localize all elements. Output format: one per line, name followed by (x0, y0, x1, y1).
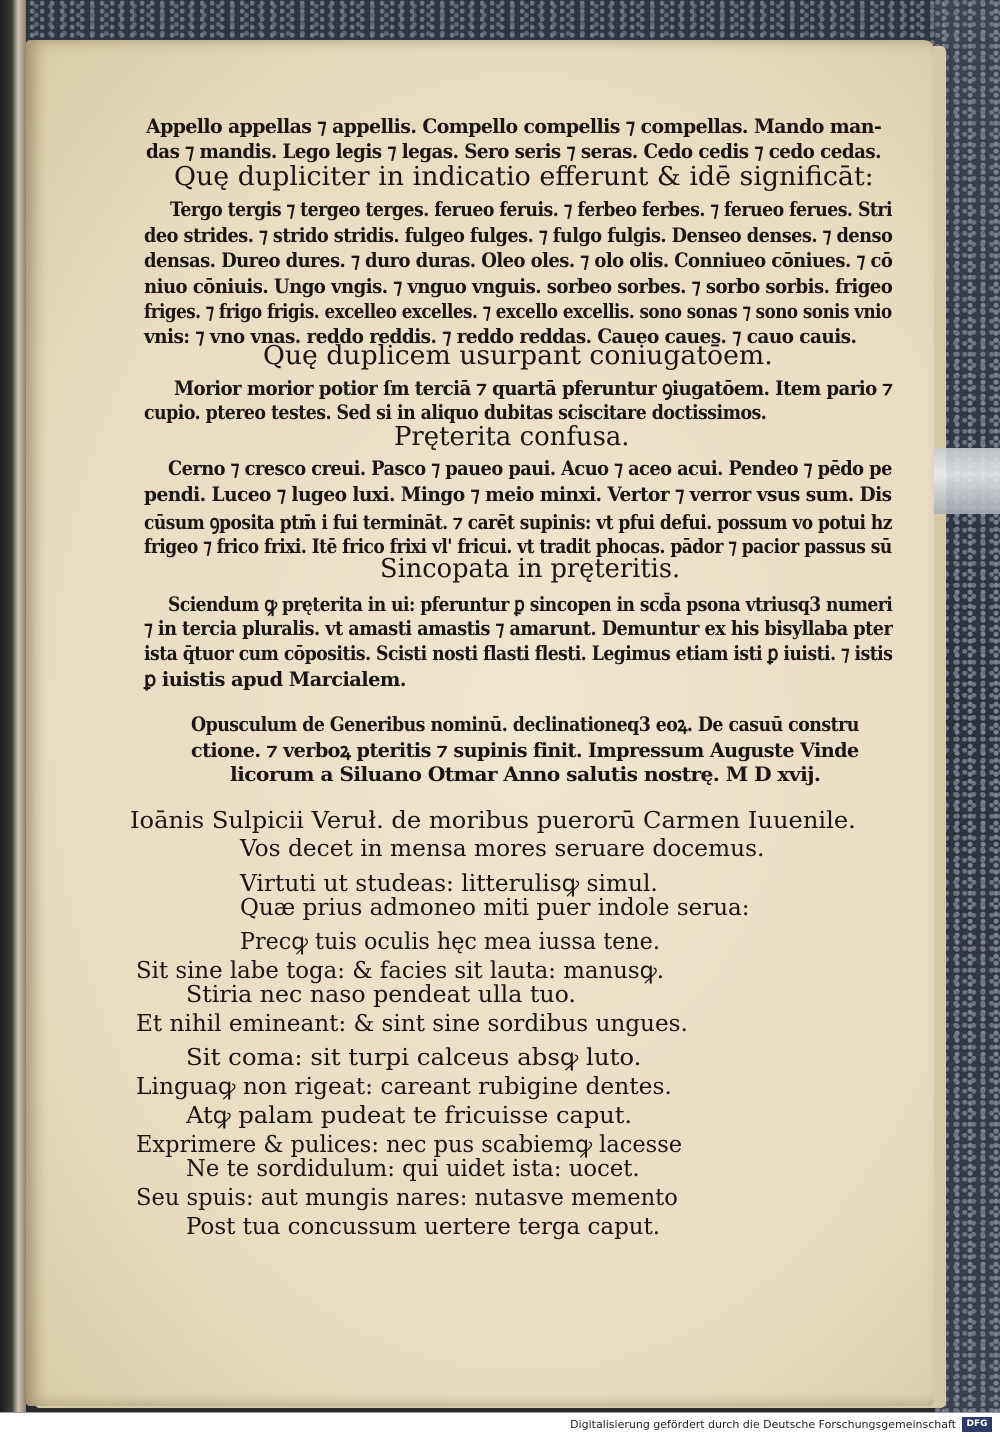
colophon-line: Opusculum de Generibus nominū. declinationeq3 eoꝝ. De casuū constru (191, 712, 859, 736)
book-binding (0, 0, 26, 1412)
text-line: Appello appellas ⁊ appellis. Compello compellis ⁊ compellas. Mando man- (146, 114, 882, 138)
poem-line: Linguaꝙ non rigeat: careant rubigine dentes. (136, 1074, 672, 1100)
text-line: Morior morior potior ſm terciā ⁊ quartā pferuntur ꝯiugatōem. Item pario ⁊ (174, 376, 893, 400)
poem-line: Atꝙ palam pudeat te fricuisse caput. (186, 1103, 633, 1129)
text-line: Tergo tergis ⁊ tergeo terges. ferueo feruis. ⁊ ferbeo ferbes. ⁊ ferueo ferues. Stri (170, 197, 893, 221)
poem-line: Precꝙ tuis oculis hęc mea iussa tene. (240, 929, 660, 955)
poem-line: Virtuti ut studeas: litterulisꝙ simul. (240, 871, 658, 897)
poem-line: Sit sine labe toga: & facies sit lauta: manusꝙ. (136, 958, 664, 984)
text-line: vnis: ⁊ vno vnas. reddo reddis. ⁊ reddo reddas. Caueo caues. ⁊ cauo cauis. (144, 324, 857, 348)
text-line: ⁊ in tercia pluralis. vt amasti amastis ⁊ amarunt. Demuntur ex his bisyllaba pter (144, 616, 893, 640)
footer-bar (0, 1412, 1000, 1437)
text-line: cupio. ptereo testes. Sed si in aliquo dubitas sciscitare doctissimos. (144, 400, 767, 424)
poem-line: Ne te sordidulum: qui uidet ista: uocet. (186, 1156, 640, 1182)
section-heading: Sincopata in pręteritis. (380, 554, 681, 584)
poem-line: Sit coma: sit turpi calceus absꝙ luto. (186, 1045, 642, 1071)
text-line: das ⁊ mandis. Lego legis ⁊ legas. Sero seris ⁊ seras. Cedo cedis ⁊ cedo cedas. (146, 139, 881, 163)
text-line: Sciendum ꝙ pręterita in ui: pferuntur ꝑ sincopen in scd̄a psona vtriusq3 numeri (168, 592, 893, 616)
text-line: densas. Dureo dures. ⁊ duro duras. Oleo oles. ⁊ olo olis. Conniueo cōniues. ⁊ cō (144, 248, 893, 272)
section-heading: Quę duplicem usurpant coniugatōem. (263, 341, 773, 371)
text-line: ꝑ iuistis apud Marcialem. (144, 667, 406, 691)
poem-line: Seu spuis: aut mungis nares: nutasve memento (136, 1185, 678, 1211)
text-line: cūsum ꝯposita ptm̄ i fui termināt. ⁊ carēt supinis: vt pfui defui. possum vo potui hz (144, 510, 892, 534)
text-line: Cerno ⁊ cresco creui. Pasco ⁊ paueo paui. Acuo ⁊ aceo acui. Pendeo ⁊ pēdo pe (168, 456, 892, 480)
funding-credit: Digitalisierung gefördert durch die Deutsche Forschungsgemeinschaft (570, 1418, 956, 1431)
text-line: pendi. Luceo ⁊ lugeo luxi. Mingo ⁊ meio minxi. Vertor ⁊ verror vsus sum. Dis (144, 482, 892, 506)
text-line: deo strides. ⁊ strido stridis. fulgeo fulges. ⁊ fulgo fulgis. Denseo denses. ⁊ denso (144, 223, 893, 247)
poem-line: Exprimere & pulices: nec pus scabiemꝙ lacesse (136, 1132, 683, 1158)
poem-title: Ioānis Sulpicii Veruł. de moribus puerorū Carmen Iuuenile. (130, 808, 856, 834)
dfg-logo: DFG (962, 1417, 992, 1432)
poem-line: Et nihil emineant: & sint sine sordibus ungues. (136, 1011, 688, 1037)
poem-line: Vos decet in mensa mores seruare docemus. (240, 836, 765, 862)
poem-line: Quæ prius admoneo miti puer indole serua: (240, 895, 750, 921)
section-heading: Pręterita confusa. (394, 422, 630, 452)
text-line: frigeo ⁊ frico frixi. Itē frico frixi vl' fricui. vt tradit phocas. pādor ⁊ pacior passus sū (144, 534, 892, 558)
poem-line: Stiria nec naso pendeat ulla tuo. (186, 982, 576, 1008)
section-heading: Quę dupliciter in indicatio efferunt & idē significāt: (174, 162, 874, 192)
printed-page (26, 40, 934, 1406)
colophon-line: licorum a Siluano Otmar Anno salutis nostrę. M D xvij. (230, 762, 821, 786)
text-line: friges. ⁊ frigo frigis. excelleo excelles. ⁊ excello excellis. sono sonas ⁊ sono sonis vnio (144, 299, 892, 323)
poem-line: Post tua concussum uertere terga caput. (186, 1214, 661, 1240)
text-line: ista q̄tuor cum cōpositis. Scisti nosti flasti flesti. Legimus etiam isti ꝑ iuisti. ⁊ istis (144, 641, 893, 665)
colophon-line: ctione. ⁊ verboꝝ pteritis ⁊ supinis finit. Impressum Auguste Vinde (191, 738, 859, 762)
text-line: niuo cōniuis. Ungo vngis. ⁊ vnguo vnguis. sorbeo sorbes. ⁊ sorbo sorbis. frigeo (144, 274, 893, 298)
